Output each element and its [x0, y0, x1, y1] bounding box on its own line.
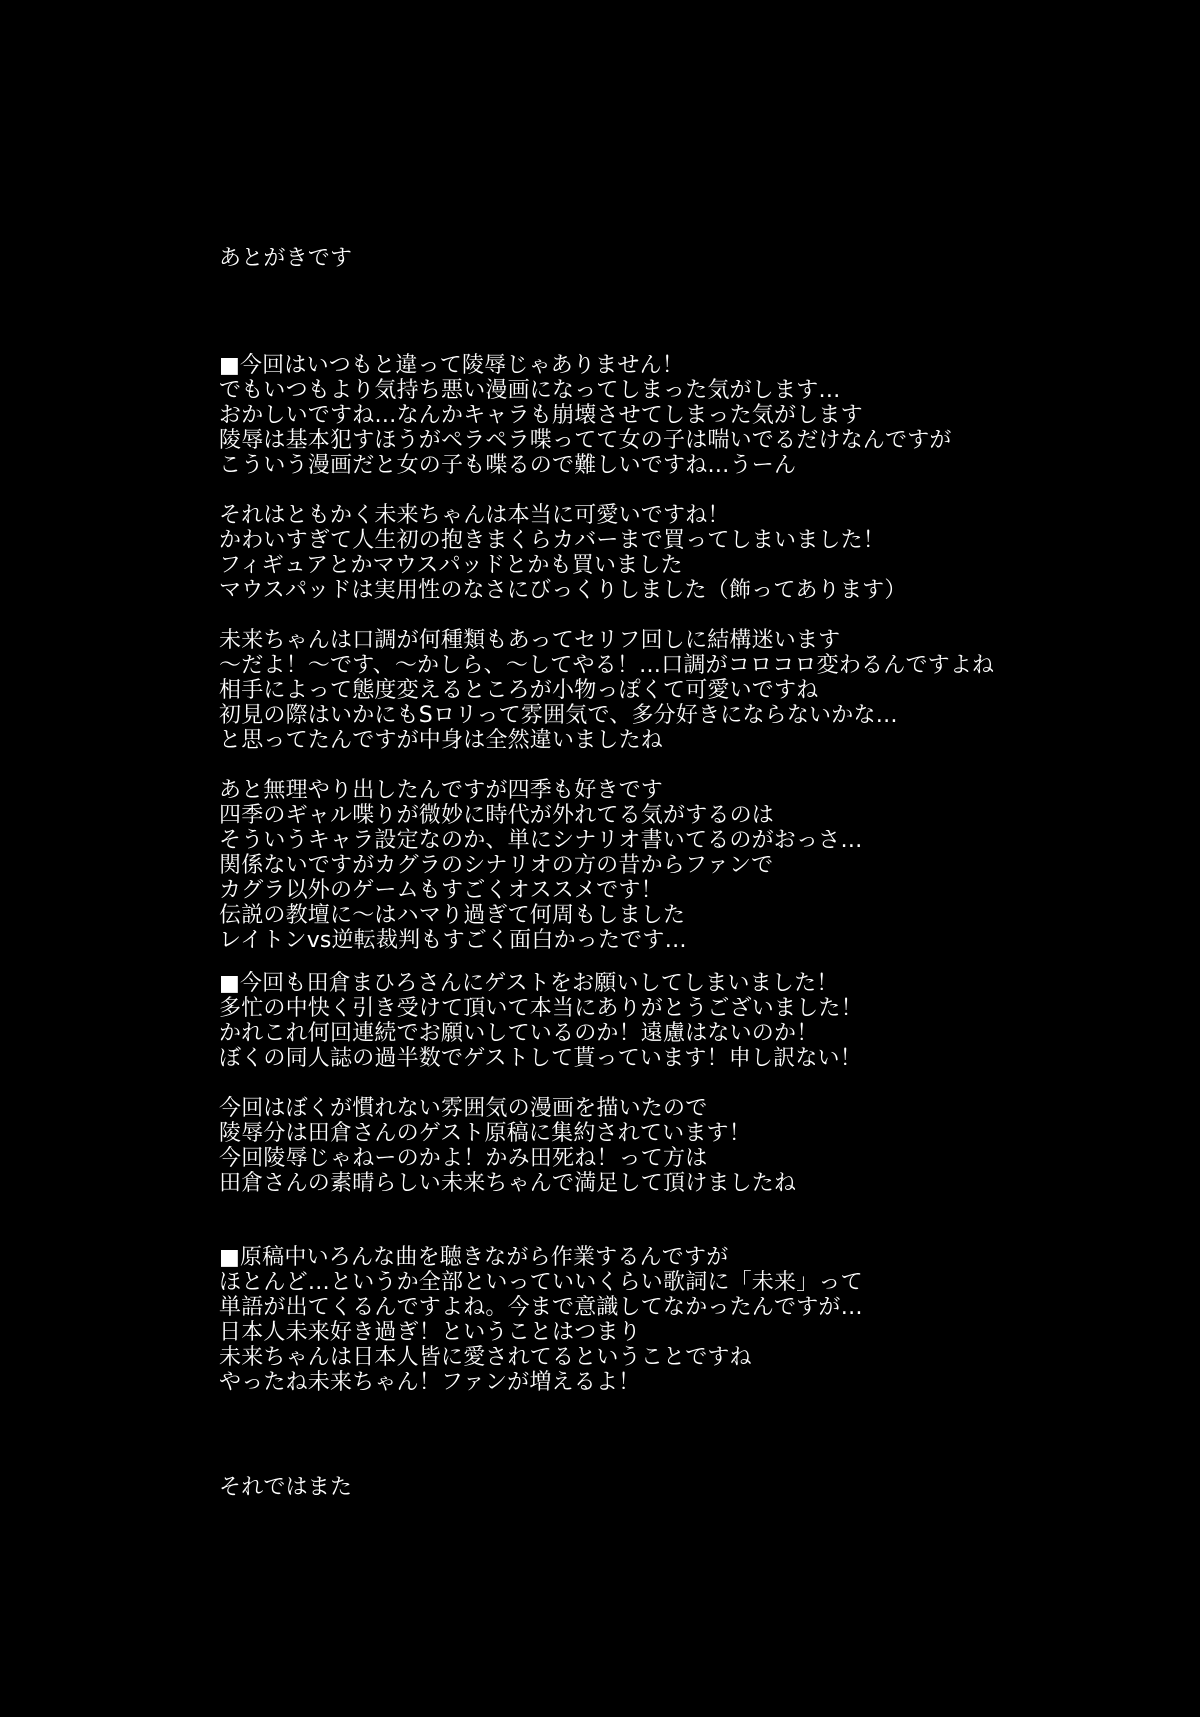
text-line: 四季のギャル喋りが微妙に時代が外れてる気がするのは — [219, 803, 775, 828]
section-two-paragraph-1 — [219, 971, 1179, 1071]
paragraph-gap — [219, 753, 1179, 778]
text-line: ■原稿中いろんな曲を聴きながら作業するんですが — [219, 1245, 729, 1270]
closing-line: それではまた — [219, 1475, 353, 1500]
text-line: ■今回も田倉まひろさんにゲストをお願いしてしまいました！ — [219, 971, 839, 996]
text-line: あと無理やり出したんですが四季も好きです — [219, 778, 664, 803]
paragraph-gap — [219, 478, 1179, 503]
text-line: ぼくの同人誌の過半数でゲストして貰っています！申し訳ない！ — [219, 1046, 862, 1071]
closing-remark — [219, 1475, 1179, 1500]
section-one-paragraph-2 — [219, 503, 1179, 603]
text-line: 多忙の中快く引き受けて頂いて本当にありがとうございました！ — [219, 996, 863, 1021]
text-line: 相手によって態度変えるところが小物っぽくて可愛いですね — [219, 678, 819, 703]
title-line: あとがきです — [219, 246, 353, 271]
section-one-paragraph-3 — [219, 628, 1179, 753]
paragraph-gap — [219, 1071, 1179, 1096]
text-line: 単語が出てくるんですよね。今まで意識してなかったんですが… — [219, 1295, 863, 1320]
section-three-paragraph-1 — [219, 1245, 1179, 1395]
text-line: 今回陵辱じゃねーのかよ！かみ田死ね！って方は — [219, 1146, 708, 1171]
text-line: 未来ちゃんは口調が何種類もあってセリフ回しに結構迷います — [219, 628, 841, 653]
paragraph-gap — [219, 603, 1179, 628]
text-line: それはともかく未来ちゃんは本当に可愛いですね！ — [219, 503, 730, 528]
text-line: 陵辱分は田倉さんのゲスト原稿に集約されています！ — [219, 1121, 751, 1146]
text-line: フィギュアとかマウスパッドとかも買いました — [219, 553, 683, 578]
text-line: 日本人未来好き過ぎ！ということはつまり — [219, 1320, 641, 1345]
text-line: 伝説の教壇に～はハマり過ぎて何周もしました — [219, 903, 686, 928]
text-line: こういう漫画だと女の子も喋るので難しいですね…うーん — [219, 453, 797, 478]
text-line: そういうキャラ設定なのか、単にシナリオ書いてるのがおっさ… — [219, 828, 863, 853]
text-line: 関係ないですがカグラのシナリオの方の昔からファンで — [219, 853, 774, 878]
text-line: 初見の際はいかにもSロリって雰囲気で、多分好きにならないかな… — [219, 703, 898, 728]
section-two-paragraph-2 — [219, 1096, 1179, 1196]
text-line: やったね未来ちゃん！ファンが増えるよ！ — [219, 1370, 641, 1395]
section-one — [219, 353, 1179, 953]
section-one-paragraph-4 — [219, 778, 1179, 953]
text-line: 未来ちゃんは日本人皆に愛されてるということですね — [219, 1345, 752, 1370]
section-two — [219, 971, 1179, 1196]
text-line: カグラ以外のゲームもすごくオススメです！ — [219, 878, 663, 903]
text-line: レイトンvs逆転裁判もすごく面白かったです… — [219, 928, 687, 953]
afterword-title — [219, 246, 1179, 271]
text-line: おかしいですね…なんかキャラも崩壊させてしまった気がします — [219, 403, 863, 428]
text-line: 田倉さんの素晴らしい未来ちゃんで満足して頂けましたね — [219, 1171, 797, 1196]
text-line: ■今回はいつもと違って陵辱じゃありません！ — [219, 353, 684, 378]
text-line: かわいすぎて人生初の抱きまくらカバーまで買ってしまいました！ — [219, 528, 886, 553]
text-line: と思ってたんですが中身は全然違いましたね — [219, 728, 664, 753]
text-line: かれこれ何回連続でお願いしているのか！遠慮はないのか！ — [219, 1021, 819, 1046]
text-line: マウスパッドは実用性のなさにびっくりしました（飾ってあります） — [219, 578, 907, 603]
text-line: ～だよ！～です、～かしら、～してやる！…口調がコロコロ変わるんですよね — [219, 653, 995, 678]
section-three — [219, 1245, 1179, 1395]
section-one-paragraph-1 — [219, 353, 1179, 478]
text-line: 陵辱は基本犯すほうがペラペラ喋ってて女の子は喘いでるだけなんですが — [219, 428, 952, 453]
text-line: 今回はぼくが慣れない雰囲気の漫画を描いたので — [219, 1096, 708, 1121]
text-line: ほとんど…というか全部といっていいくらい歌詞に「未来」って — [219, 1270, 863, 1295]
text-line: でもいつもより気持ち悪い漫画になってしまった気がします… — [219, 378, 841, 403]
